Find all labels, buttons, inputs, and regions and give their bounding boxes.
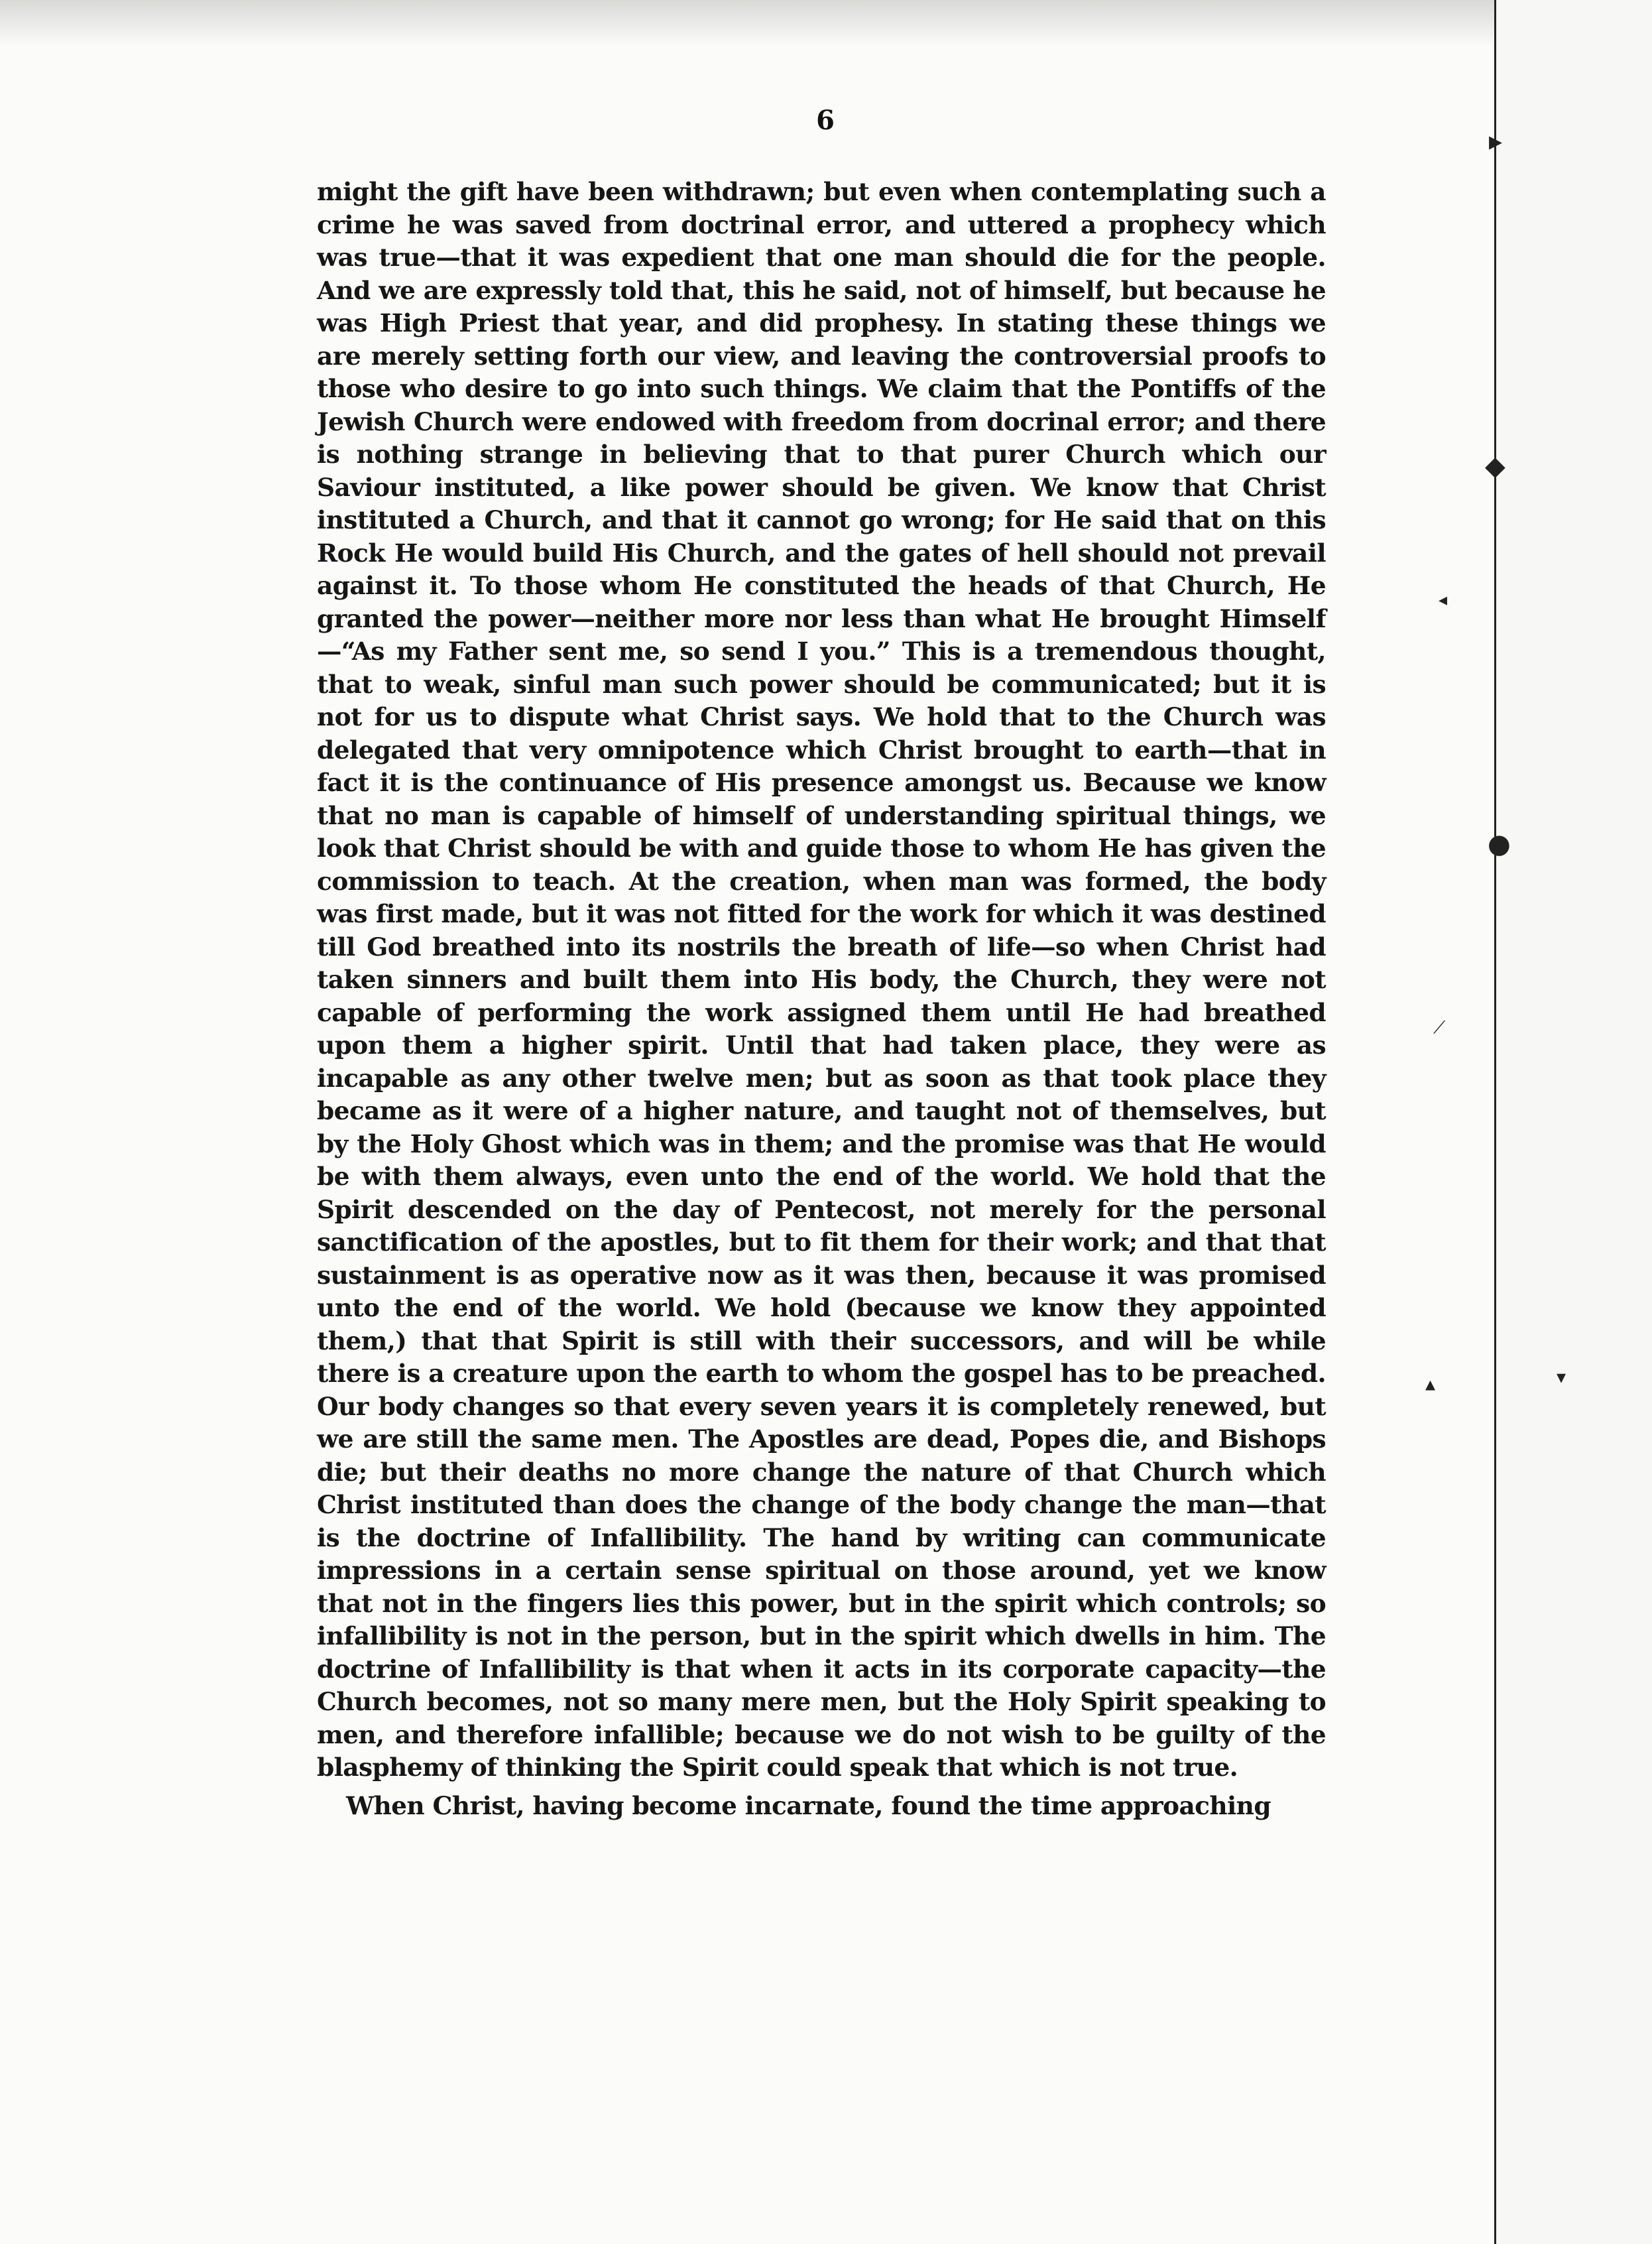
scan-speck: ▸ [1489, 126, 1503, 156]
paragraph: might the gift have been withdrawn; but even when contemplating such a crime he was saved from doctrinal error, and uttered a prophecy which was true—that it was expedient that one man should die for the people. And we are expressly told that, this he said, not of himself, but because he was High Priest that year, and did prophesy. In stating these things we are merely setting forth our view, and leaving the controversial proofs to those who desire to go into such things. We claim that the Pontiffs of the Jewish Church were endowed with freedom from docrinal error; and there is nothing strange in believing that to that purer Church which our Saviour instituted, a like power should be given. We know that Christ instituted a Church, and that it cannot go wrong; for He said that on this Rock He would build His Church, and the gates of hell should not prevail against it. To those whom He constituted the heads of that Church, He granted the power—neither more nor less than what He brought Himself—“As my Father sent me, so send I you.” This is a tremendous thought, that to weak, sinful man such power should be communicated; but it is not for us to dispute what Christ says. We hold that to the Church was delegated that very omnipotence which Christ brought to earth—that in fact it is the continuance of His presence amongst us. Because we know that no man is capable of himself of understanding spiritual things, we look that Christ should be with and guide those to whom He has given the commission to teach. At the creation, when man was formed, the body was first made, but it was not fitted for the work for which it was destined till God breathed into its nostrils the breath of life—so when Christ had taken sinners and built them into His body, the Church, they were not capable of performing the work assigned them until He had breathed upon them a higher spirit. Until that had taken place, they were as incapable as any other twelve men; but as soon as that took place they became as it were of a higher nature, and taught not of themselves, but by the Holy Ghost which was in them; and the promise was that He would be with them always, even unto the end of the world. We hold that the Spirit descended on the day of Pentecost, not merely for the personal sanctification of the apostles, but to fit them for their work; and that that sustainment is as operative now as it was then, because it was promised unto the end of the world. We hold (because we know they appointed them,) that that Spirit is still with their successors, and will be while there is a creature upon the earth to whom the gospel has to be preached. Our body changes so that every seven years it is completely renewed, but we are still the same men. The Apostles are dead, Popes die, and Bishops die; but their deaths no more change the nature of that Church which Christ instituted than does the change of the body change the man—that is the doctrine of Infallibility. The hand by writing can communicate impressions in a certain sense spiritual on those around, yet we know that not in the fingers lies this power, but in the spirit which controls; so infallibility is not in the person, but in the spirit which dwells in him. The doctrine of Infallibility is that when it acts in its corporate capacity—the Church becomes, not so many mere men, but the Holy Spirit speaking to men, and therefore infallible; because we do not wish to be guilty of the blasphemy of thinking the Spirit could speak that which is not true. [317, 177, 1326, 1782]
paragraph: When Christ, having become incarnate, found the time approaching [346, 1790, 1271, 1820]
scan-speck: ⟋ [1433, 1018, 1446, 1038]
scan-speck: ● [1488, 829, 1511, 859]
body-text [317, 176, 1326, 1822]
scan-speck: ▾ [1557, 1366, 1566, 1388]
scan-speck: ◆ [1485, 451, 1505, 481]
page-gutter [1496, 0, 1652, 2244]
binding-edge-line [1494, 0, 1496, 2244]
scan-speck: ◂ [1439, 590, 1448, 610]
scan-speck: ▴ [1425, 1373, 1436, 1396]
scan-shadow [0, 0, 1494, 46]
page-number: 6 [816, 105, 835, 136]
